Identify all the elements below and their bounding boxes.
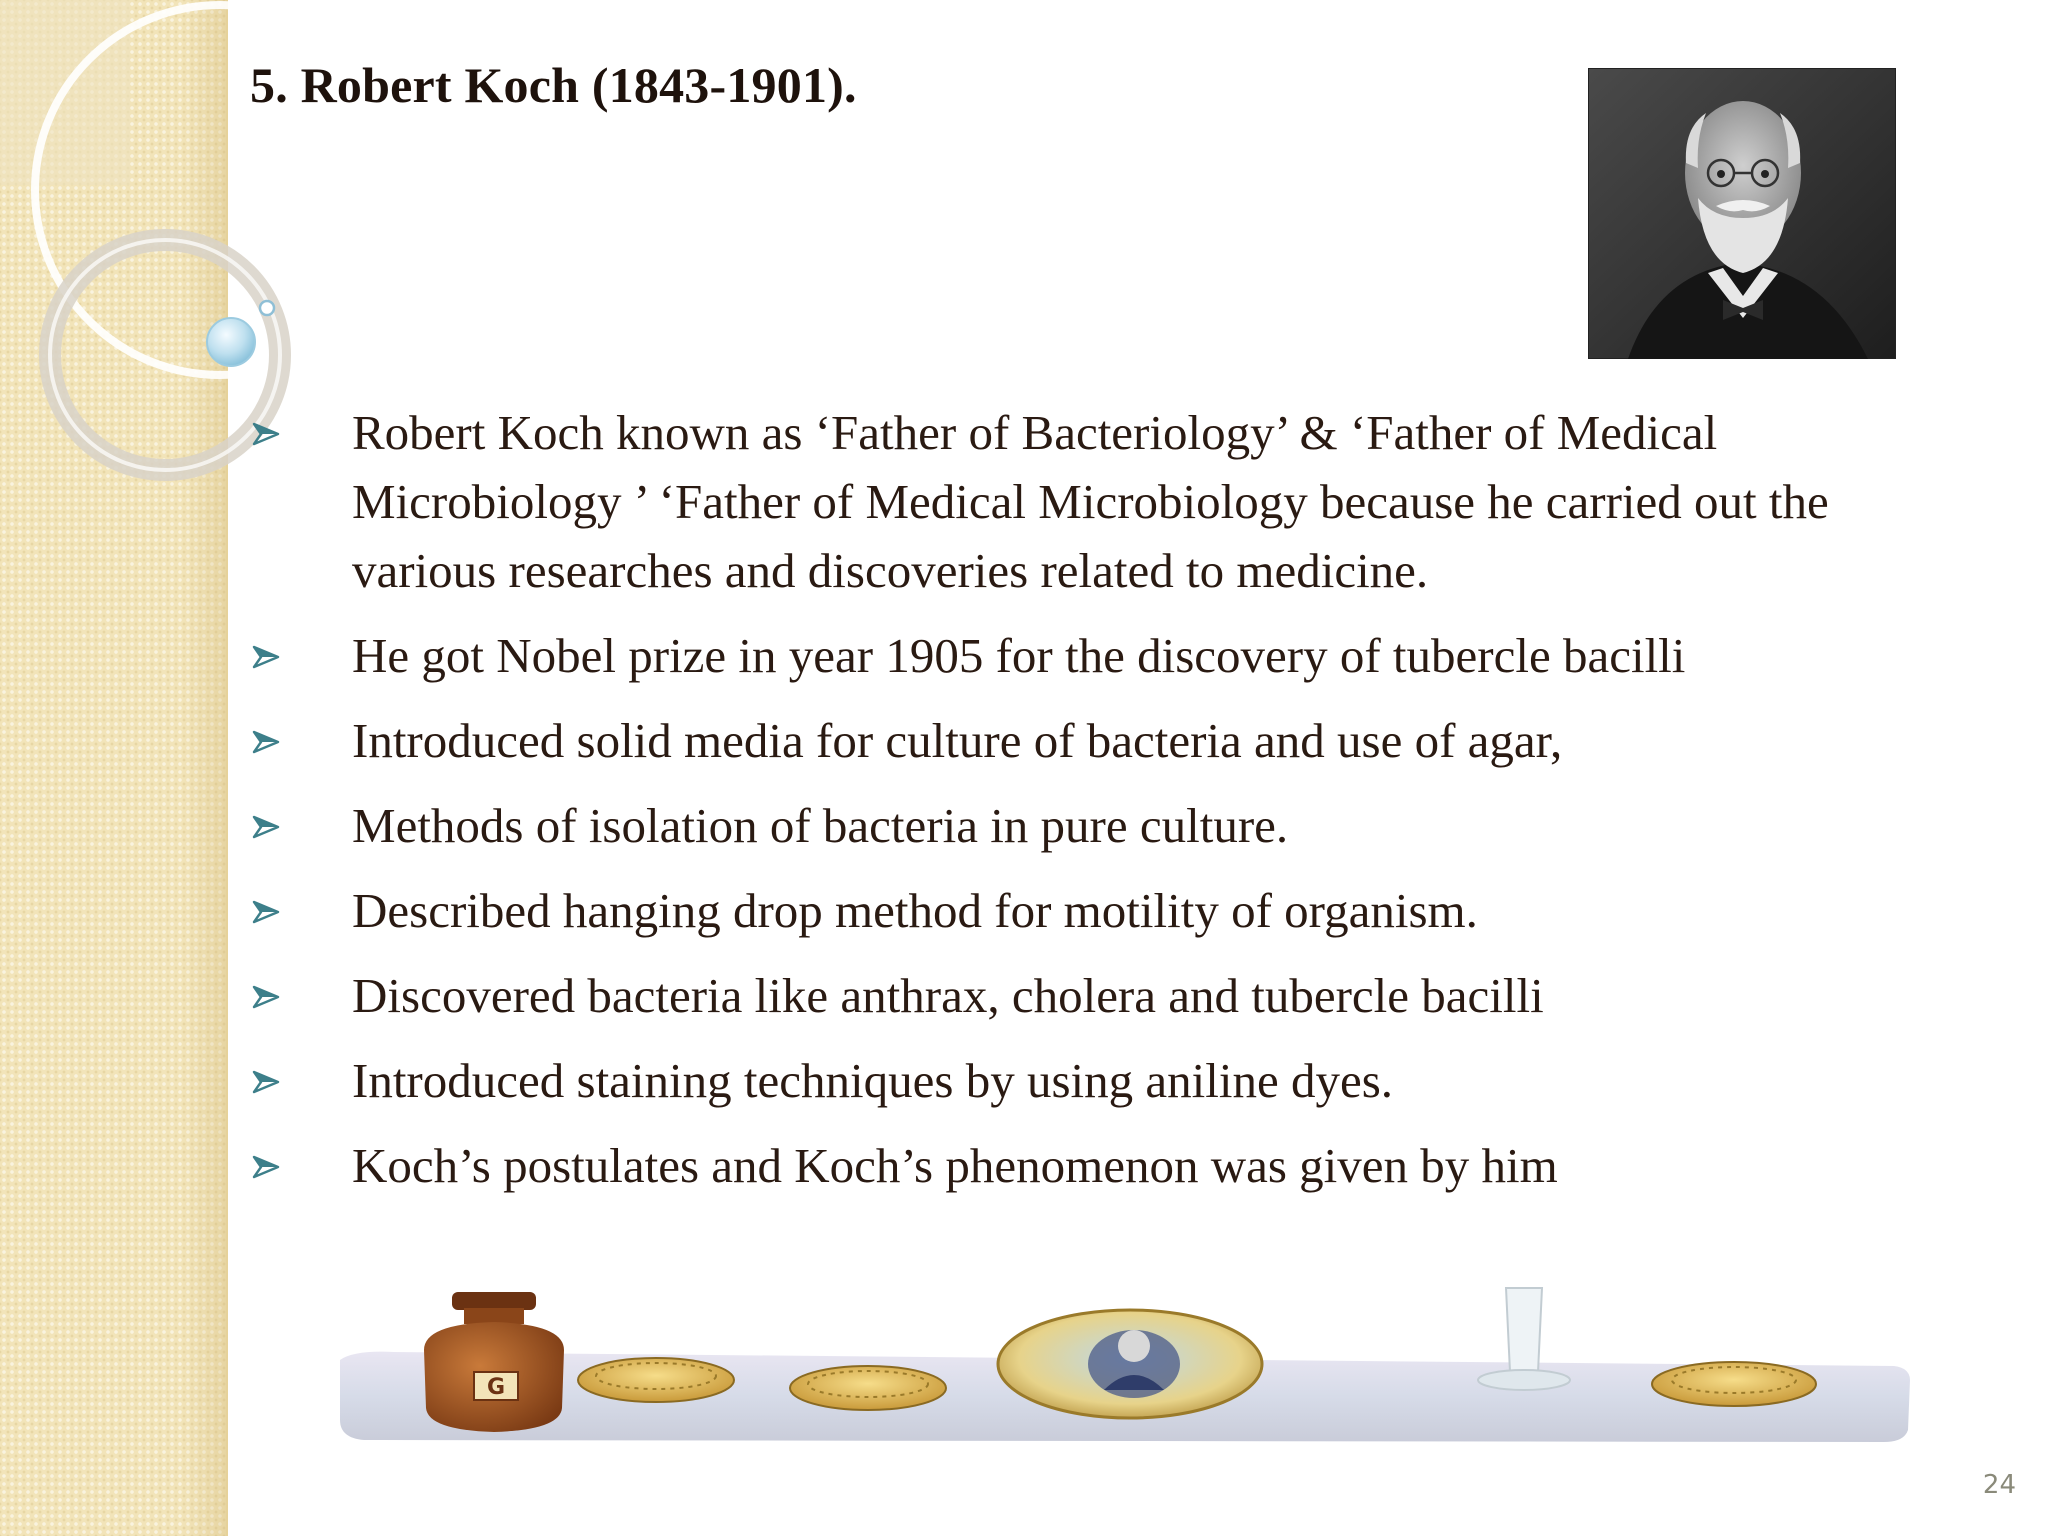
- petri-dish-icon: [578, 1358, 734, 1402]
- bullet-text: Introduced solid media for culture of bacteria and use of agar,: [352, 713, 1563, 768]
- page-number: 24: [1982, 1470, 2016, 1500]
- bullet-item-staining-techniques: [250, 1046, 1970, 1115]
- bullet-item-hanging-drop: [250, 876, 1970, 945]
- bullet-item-nobel-prize: [250, 621, 1970, 690]
- petri-dish-icon: [790, 1366, 946, 1410]
- petri-dish-icon: [1652, 1362, 1816, 1406]
- arrowhead-bullet-icon: [252, 422, 280, 446]
- blue-bubble-icon: [207, 318, 255, 366]
- arrowhead-bullet-icon: [252, 900, 280, 924]
- lab-illustration-banner: [334, 1280, 1914, 1450]
- jar-label: G: [486, 1375, 506, 1400]
- robert-koch-portrait-icon: [1588, 68, 1896, 359]
- bullet-text: Robert Koch known as ‘Father of Bacteriology’ & ‘Father of Medical Microbiology ’ ‘Father of Medical Microbiology because he carried out the various researches and discoveries related to medicine.: [352, 405, 1829, 598]
- arrowhead-bullet-icon: [252, 985, 280, 1009]
- arrowhead-bullet-icon: [252, 815, 280, 839]
- large-petri-dish-icon: [998, 1310, 1262, 1418]
- small-bubble-icon: [260, 301, 274, 315]
- bullet-text: Introduced staining techniques by using aniline dyes.: [352, 1053, 1394, 1108]
- bullet-text: Discovered bacteria like anthrax, cholera and tubercle bacilli: [352, 968, 1544, 1023]
- arrowhead-bullet-icon: [252, 645, 280, 669]
- slide-title: 5. Robert Koch (1843-1901).: [250, 57, 857, 113]
- bullet-item-father-of-bacteriology: [250, 398, 1970, 605]
- bullet-item-kochs-postulates: [250, 1131, 1970, 1200]
- bullet-item-isolation-methods: [250, 791, 1970, 860]
- bullet-item-solid-media: [250, 706, 1970, 775]
- stain-jar-icon: [424, 1292, 564, 1432]
- bullet-list: [250, 398, 1970, 1216]
- bullet-text: He got Nobel prize in year 1905 for the discovery of tubercle bacilli: [352, 628, 1686, 683]
- arrowhead-bullet-icon: [252, 730, 280, 754]
- bullet-item-discovered-bacteria: [250, 961, 1970, 1030]
- bullet-text: Methods of isolation of bacteria in pure culture.: [352, 798, 1289, 853]
- arrowhead-bullet-icon: [252, 1155, 280, 1179]
- arrowhead-bullet-icon: [252, 1070, 280, 1094]
- glass-beaker-icon: [1478, 1288, 1570, 1390]
- bullet-text: Described hanging drop method for motility of organism.: [352, 883, 1478, 938]
- bullet-text: Koch’s postulates and Koch’s phenomenon was given by him: [352, 1138, 1558, 1193]
